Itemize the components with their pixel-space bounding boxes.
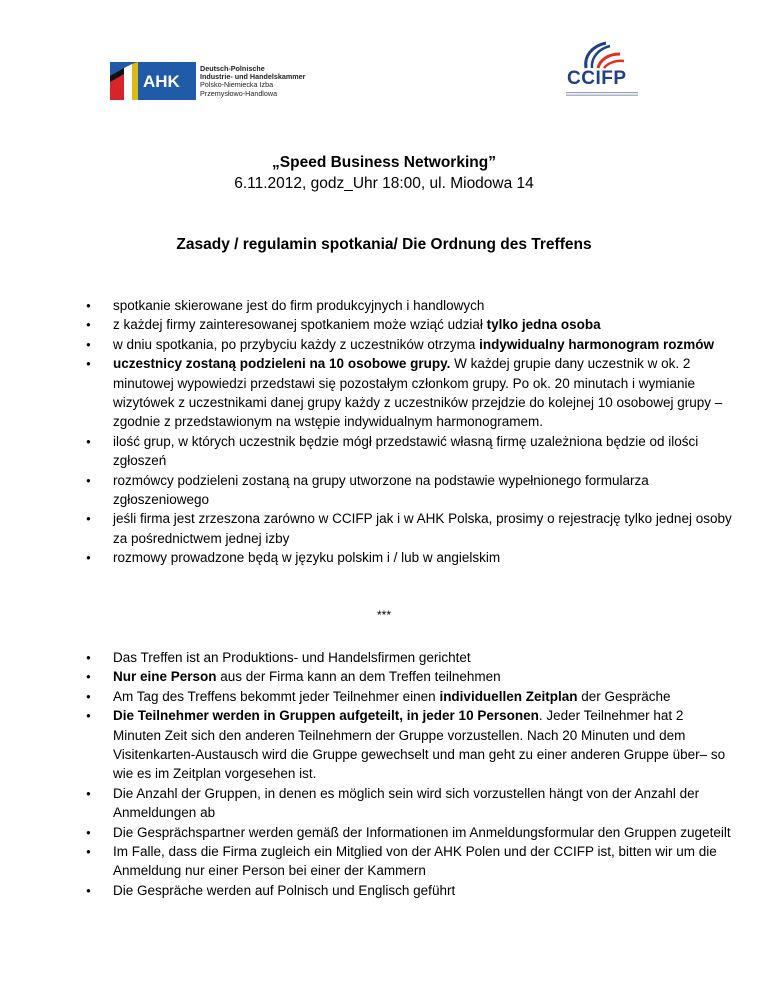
section-separator: *** [376,608,391,622]
list-item: ● Im Falle, dass die Firma zugleich ein Mitglied von der AHK Polen und der CCIFP ist, bitten wir um die Anmeldung nur einer Person bei einer der Kammern [0,842,733,881]
ahk-line-2: Industrie- und Handelskammer [200,72,306,82]
rules-list-polish [0,296,733,568]
list-item: ● uczestnicy zostaną podzieleni na 10 osobowe grupy. W każdej grupie dany uczestnik w ok. 2 minutowej wypowiedzi przedstawi się pozostałym członkom grupy. Po ok. 20 minutach i wymianie wizytówek z uczestnikami danej grupy każdy z uczestników przejdzie do kolejnej 10 osobowej grupy – zgodnie z przedstawionym na wstępie indywidualnym harmonogramem. [0,354,733,432]
ccifp-wordmark: CCIFP [567,68,627,89]
list-item: ● spotkanie skierowane jest do firm produkcyjnych i handlowych [0,296,733,315]
rules-heading: Zasady / regulamin spotkania/ Die Ordnung des Treffens [176,236,592,253]
rules-list-german [0,648,733,900]
ccifp-swoosh-icon [562,40,642,70]
ccifp-logo [562,40,642,102]
ahk-logo-text [200,65,305,98]
list-item: ● Die Gesprächspartner werden gemäß der Informationen im Anmeldungsformular den Gruppen zugeteilt [0,823,733,842]
list-item: ● w dniu spotkania, po przybyciu każdy z uczestników otrzyma indywidualny harmonogram rozmów [0,335,733,354]
list-item: ● Die Anzahl der Gruppen, in denen es möglich sein wird sich vorzustellen hängt von der Anzahl der Anmeldungen ab [0,784,733,823]
list-item: ● z każdej firmy zainteresowanej spotkaniem może wziąć udział tylko jedna osoba [0,315,733,334]
list-item: ● Das Treffen ist an Produktions- und Handelsfirmen gerichtet [0,648,733,667]
list-item: ● rozmowy prowadzone będą w języku polskim i / lub w angielskim [0,548,733,567]
list-item: ● Nur eine Person aus der Firma kann an dem Treffen teilnehmen [0,667,733,686]
list-item: ● jeśli firma jest zrzeszona zarówno w CCIFP jak i w AHK Polska, prosimy o rejestrację tylko jednej osoby za pośrednictwem jednej izby [0,509,733,548]
event-date-location: 6.11.2012, godz_Uhr 18:00, ul. Miodowa 14 [234,175,534,192]
list-item: ● rozmówcy podzieleni zostaną na grupy utworzone na podstawie wypełnionego formularza zgłoszeniowego [0,471,733,510]
list-item: ● Am Tag des Treffens bekommt jeder Teilnehmer einen individuellen Zeitplan der Gespräche [0,687,733,706]
ahk-line-4: Przemysłowo-Handlowa [200,88,278,98]
list-item: ● Die Gespräche werden auf Polnisch und Englisch geführt [0,881,733,900]
ahk-mark-text: AHK [143,72,180,91]
ahk-line-3: Polsko-Niemiecka Izba [200,80,274,90]
list-item: ● ilość grup, w których uczestnik będzie mógł przedstawić własną firmę uzależniona będzie od ilości zgłoszeń [0,432,733,471]
ahk-logo-mark [110,62,196,100]
ahk-logo [110,62,310,100]
ccifp-tagline-decor [564,91,640,97]
list-item: ● Die Teilnehmer werden in Gruppen aufgeteilt, in jeder 10 Personen. Jeder Teilnehmer hat 2 Minuten Zeit sich den anderen Teilnehmern der Gruppe vorzustellen. Nach 20 Minuten und dem Visitenkarten-Austausch wird die Gruppe gewechselt und man geht zu einer anderen Gruppe über– so wie es im Zeitplan vorgesehen ist. [0,706,733,784]
ahk-line-1: Deutsch-Polnische [200,64,265,73]
event-title: „Speed Business Networking” [272,154,496,171]
